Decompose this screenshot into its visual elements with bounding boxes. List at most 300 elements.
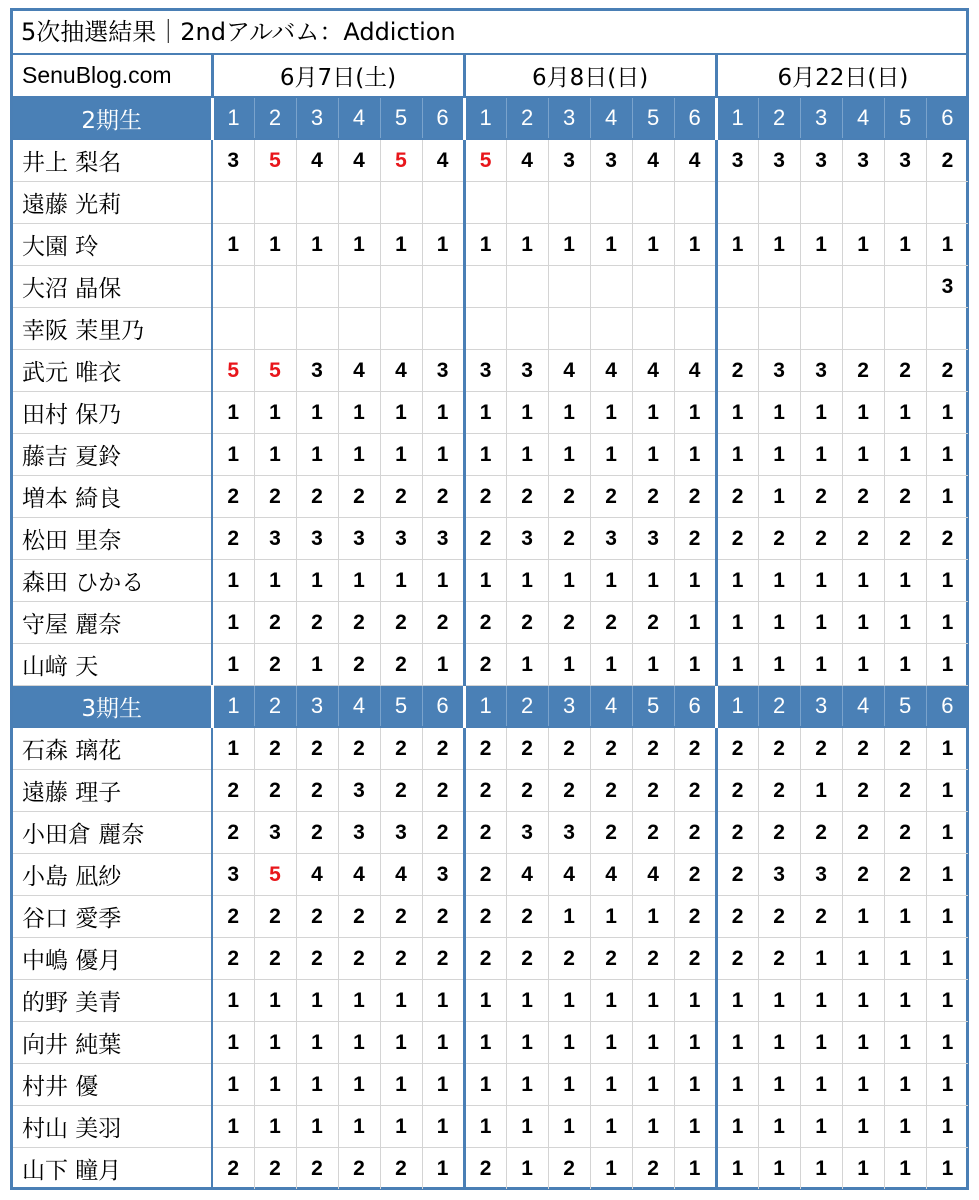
slot-number: 5 (632, 97, 674, 139)
result-cell: 3 (506, 518, 548, 560)
slot-number: 1 (464, 97, 506, 139)
result-cell: 1 (212, 1022, 254, 1064)
result-cell: 1 (716, 602, 758, 644)
result-cell: 1 (926, 560, 968, 602)
result-cell: 3 (590, 518, 632, 560)
result-cell: 3 (422, 350, 464, 392)
result-cell: 1 (842, 602, 884, 644)
result-cell: 1 (926, 938, 968, 980)
result-cell (674, 266, 716, 308)
result-cell (464, 266, 506, 308)
result-cell: 1 (380, 1064, 422, 1106)
member-row (13, 350, 968, 392)
result-cell: 1 (800, 392, 842, 434)
result-cell (800, 308, 842, 350)
result-cell: 2 (590, 938, 632, 980)
result-cell: 1 (464, 560, 506, 602)
result-cell: 3 (758, 139, 800, 182)
result-cell: 4 (506, 854, 548, 896)
result-cell: 1 (296, 560, 338, 602)
member-name: 山﨑 天 (13, 644, 212, 686)
result-cell: 1 (926, 854, 968, 896)
result-cell: 1 (464, 392, 506, 434)
result-cell: 4 (590, 350, 632, 392)
result-cell: 1 (212, 602, 254, 644)
result-cell: 1 (842, 434, 884, 476)
result-cell: 1 (422, 1064, 464, 1106)
result-cell (632, 308, 674, 350)
slot-number: 1 (212, 97, 254, 139)
member-row (13, 1148, 968, 1190)
result-cell: 2 (884, 854, 926, 896)
member-name: 森田 ひかる (13, 560, 212, 602)
result-cell: 1 (590, 224, 632, 266)
result-cell: 4 (296, 139, 338, 182)
result-cell (758, 182, 800, 224)
result-cell: 2 (212, 1148, 254, 1190)
result-cell: 5 (212, 350, 254, 392)
result-cell: 3 (758, 854, 800, 896)
result-cell: 1 (212, 727, 254, 770)
result-cell (884, 266, 926, 308)
result-cell (296, 182, 338, 224)
result-cell: 4 (338, 139, 380, 182)
result-cell: 2 (716, 350, 758, 392)
result-cell: 1 (464, 1064, 506, 1106)
result-cell: 1 (380, 560, 422, 602)
result-cell (212, 266, 254, 308)
result-cell: 1 (506, 1064, 548, 1106)
result-cell: 1 (506, 1106, 548, 1148)
result-cell: 2 (380, 602, 422, 644)
result-cell (842, 308, 884, 350)
result-cell: 2 (380, 896, 422, 938)
result-cell: 1 (632, 980, 674, 1022)
result-cell (716, 308, 758, 350)
result-cell: 2 (548, 727, 590, 770)
result-cell: 2 (548, 476, 590, 518)
result-cell (296, 308, 338, 350)
result-cell: 1 (716, 1022, 758, 1064)
result-cell: 1 (590, 434, 632, 476)
slot-number: 4 (590, 686, 632, 728)
result-cell (254, 182, 296, 224)
result-cell: 1 (464, 1022, 506, 1064)
result-cell: 1 (548, 980, 590, 1022)
result-cell: 1 (506, 224, 548, 266)
result-cell: 2 (296, 727, 338, 770)
result-cell: 1 (590, 896, 632, 938)
member-name: 村山 美羽 (13, 1106, 212, 1148)
result-cell: 2 (422, 938, 464, 980)
result-cell: 2 (506, 938, 548, 980)
result-cell: 1 (506, 980, 548, 1022)
result-cell: 1 (632, 434, 674, 476)
result-cell: 1 (338, 392, 380, 434)
result-cell: 1 (254, 980, 296, 1022)
result-cell: 1 (590, 980, 632, 1022)
result-cell: 2 (758, 812, 800, 854)
result-cell: 1 (926, 770, 968, 812)
result-cell: 2 (338, 727, 380, 770)
result-cell: 1 (422, 224, 464, 266)
result-cell: 1 (716, 392, 758, 434)
result-cell: 2 (842, 854, 884, 896)
result-cell: 4 (338, 350, 380, 392)
result-cell: 3 (338, 770, 380, 812)
date-header: 6月7日(土) (212, 55, 464, 97)
slot-number: 6 (926, 686, 968, 728)
result-cell: 1 (338, 1022, 380, 1064)
result-cell: 4 (506, 139, 548, 182)
result-cell: 1 (716, 980, 758, 1022)
slot-number: 5 (884, 686, 926, 728)
result-cell (590, 266, 632, 308)
result-cell: 1 (422, 1148, 464, 1190)
result-cell: 1 (884, 602, 926, 644)
member-row (13, 560, 968, 602)
result-cell: 2 (422, 770, 464, 812)
result-cell: 4 (338, 854, 380, 896)
result-cell: 3 (800, 350, 842, 392)
result-cell: 1 (758, 644, 800, 686)
result-cell: 2 (800, 518, 842, 560)
result-cell: 3 (842, 139, 884, 182)
result-cell: 1 (506, 1022, 548, 1064)
result-cell (338, 182, 380, 224)
result-cell: 3 (338, 518, 380, 560)
result-cell: 2 (716, 727, 758, 770)
result-cell: 3 (338, 812, 380, 854)
result-cell: 2 (716, 896, 758, 938)
result-cell: 2 (506, 602, 548, 644)
slot-number: 6 (422, 97, 464, 139)
result-cell: 1 (338, 434, 380, 476)
result-cell: 2 (380, 1148, 422, 1190)
result-cell: 4 (632, 854, 674, 896)
result-cell: 2 (590, 602, 632, 644)
result-cell: 1 (212, 392, 254, 434)
result-cell (800, 182, 842, 224)
result-cell (590, 308, 632, 350)
slot-number: 6 (674, 686, 716, 728)
member-row (13, 1022, 968, 1064)
result-cell: 2 (380, 476, 422, 518)
result-cell: 1 (800, 1064, 842, 1106)
result-cell: 2 (674, 938, 716, 980)
result-cell: 1 (590, 644, 632, 686)
member-name: 松田 里奈 (13, 518, 212, 560)
result-cell: 1 (632, 1106, 674, 1148)
result-cell: 1 (212, 980, 254, 1022)
result-cell (338, 266, 380, 308)
result-cell: 1 (464, 224, 506, 266)
member-row (13, 938, 968, 980)
result-cell (506, 182, 548, 224)
slot-number: 5 (380, 686, 422, 728)
result-cell: 1 (716, 1148, 758, 1190)
result-cell: 1 (800, 1106, 842, 1148)
lottery-results-sheet (10, 8, 969, 1190)
result-cell: 1 (758, 1148, 800, 1190)
result-cell: 1 (716, 224, 758, 266)
result-cell: 1 (758, 1064, 800, 1106)
result-cell (926, 182, 968, 224)
result-cell: 3 (716, 139, 758, 182)
result-cell (548, 266, 590, 308)
result-cell: 2 (506, 476, 548, 518)
result-cell: 2 (842, 727, 884, 770)
result-cell: 2 (548, 1148, 590, 1190)
result-cell: 4 (422, 139, 464, 182)
group-label: 3期生 (13, 686, 212, 728)
member-name: 大園 玲 (13, 224, 212, 266)
result-cell: 1 (632, 1064, 674, 1106)
result-cell: 2 (926, 350, 968, 392)
result-cell: 1 (674, 1064, 716, 1106)
result-cell (380, 182, 422, 224)
result-cell: 3 (590, 139, 632, 182)
member-name: 遠藤 理子 (13, 770, 212, 812)
result-cell: 2 (842, 812, 884, 854)
result-cell (548, 182, 590, 224)
result-cell: 1 (422, 392, 464, 434)
result-cell: 2 (464, 1148, 506, 1190)
result-cell: 2 (926, 518, 968, 560)
result-cell: 1 (758, 1022, 800, 1064)
result-cell: 1 (842, 1022, 884, 1064)
result-cell: 3 (632, 518, 674, 560)
member-name: 田村 保乃 (13, 392, 212, 434)
member-name: 山下 瞳月 (13, 1148, 212, 1190)
result-cell: 4 (548, 854, 590, 896)
result-cell: 2 (380, 727, 422, 770)
result-cell: 2 (212, 518, 254, 560)
result-cell: 2 (674, 854, 716, 896)
result-cell: 2 (632, 938, 674, 980)
result-cell: 2 (464, 476, 506, 518)
slot-number: 3 (548, 97, 590, 139)
result-cell: 1 (254, 560, 296, 602)
result-cell: 2 (254, 602, 296, 644)
date-header-row (13, 55, 968, 97)
result-cell: 1 (464, 980, 506, 1022)
result-cell: 1 (716, 1106, 758, 1148)
date-header: 6月8日(日) (464, 55, 716, 97)
result-cell (380, 308, 422, 350)
result-cell (884, 182, 926, 224)
result-cell: 2 (464, 644, 506, 686)
result-cell: 1 (380, 1022, 422, 1064)
result-cell: 1 (842, 1064, 884, 1106)
slot-number: 6 (422, 686, 464, 728)
result-cell: 2 (758, 770, 800, 812)
slot-number: 2 (758, 686, 800, 728)
member-row (13, 224, 968, 266)
result-cell: 3 (758, 350, 800, 392)
result-cell: 4 (380, 854, 422, 896)
result-cell: 2 (716, 770, 758, 812)
result-cell: 1 (884, 1106, 926, 1148)
result-cell: 1 (590, 1064, 632, 1106)
result-cell: 1 (884, 1148, 926, 1190)
member-name: 村井 優 (13, 1064, 212, 1106)
result-cell (212, 308, 254, 350)
result-cell: 1 (884, 644, 926, 686)
result-cell: 2 (212, 476, 254, 518)
result-cell: 2 (548, 770, 590, 812)
result-cell: 5 (254, 350, 296, 392)
member-row (13, 392, 968, 434)
result-cell: 4 (674, 350, 716, 392)
member-row (13, 266, 968, 308)
member-row (13, 812, 968, 854)
result-cell: 1 (296, 1022, 338, 1064)
slot-number: 6 (926, 97, 968, 139)
result-cell: 1 (380, 980, 422, 1022)
slot-number: 1 (464, 686, 506, 728)
member-name: 的野 美青 (13, 980, 212, 1022)
source-label: SenuBlog.com (13, 55, 212, 97)
result-cell: 1 (926, 224, 968, 266)
result-cell: 1 (758, 980, 800, 1022)
result-cell: 1 (548, 644, 590, 686)
result-cell: 2 (296, 476, 338, 518)
result-cell: 1 (254, 392, 296, 434)
result-cell: 4 (296, 854, 338, 896)
result-cell: 2 (674, 896, 716, 938)
result-cell: 1 (212, 224, 254, 266)
result-cell: 2 (590, 476, 632, 518)
slot-number: 2 (506, 97, 548, 139)
result-cell: 1 (926, 812, 968, 854)
result-cell: 2 (590, 812, 632, 854)
result-cell: 2 (380, 644, 422, 686)
result-cell (506, 308, 548, 350)
result-cell: 1 (674, 224, 716, 266)
result-cell: 1 (506, 560, 548, 602)
member-name: 中嶋 優月 (13, 938, 212, 980)
result-cell: 4 (548, 350, 590, 392)
result-cell: 1 (758, 560, 800, 602)
result-cell (422, 182, 464, 224)
result-cell: 1 (338, 1064, 380, 1106)
result-cell: 3 (254, 812, 296, 854)
result-cell: 1 (506, 392, 548, 434)
member-name: 大沼 晶保 (13, 266, 212, 308)
member-row (13, 434, 968, 476)
result-cell: 1 (506, 644, 548, 686)
result-cell: 1 (674, 602, 716, 644)
result-cell: 1 (338, 1106, 380, 1148)
result-cell: 2 (464, 812, 506, 854)
result-cell: 1 (674, 392, 716, 434)
member-row (13, 770, 968, 812)
member-row (13, 980, 968, 1022)
result-cell: 2 (422, 602, 464, 644)
result-cell: 2 (338, 476, 380, 518)
result-cell: 2 (422, 476, 464, 518)
slot-number: 3 (800, 686, 842, 728)
result-cell: 2 (506, 727, 548, 770)
result-cell: 1 (758, 434, 800, 476)
slot-number: 4 (842, 97, 884, 139)
result-cell: 1 (338, 560, 380, 602)
result-cell: 1 (926, 476, 968, 518)
result-cell: 2 (422, 812, 464, 854)
slot-number: 5 (632, 686, 674, 728)
result-cell: 1 (590, 1106, 632, 1148)
result-cell: 1 (296, 1106, 338, 1148)
slot-number: 4 (590, 97, 632, 139)
result-cell (380, 266, 422, 308)
result-cell: 2 (254, 644, 296, 686)
result-cell (632, 182, 674, 224)
result-cell: 2 (464, 770, 506, 812)
result-cell: 1 (548, 392, 590, 434)
result-cell: 1 (800, 1022, 842, 1064)
result-cell: 1 (674, 644, 716, 686)
result-cell: 2 (338, 644, 380, 686)
result-cell: 1 (842, 224, 884, 266)
result-cell: 1 (842, 1148, 884, 1190)
result-cell: 3 (212, 139, 254, 182)
result-cell: 1 (716, 434, 758, 476)
result-cell: 1 (212, 644, 254, 686)
result-cell: 2 (632, 1148, 674, 1190)
result-cell: 2 (716, 854, 758, 896)
result-cell: 1 (800, 1148, 842, 1190)
result-cell: 1 (884, 224, 926, 266)
result-cell: 1 (842, 980, 884, 1022)
results-table (13, 55, 968, 1189)
result-cell: 1 (674, 1106, 716, 1148)
result-cell: 1 (548, 560, 590, 602)
result-cell: 2 (674, 812, 716, 854)
result-cell (884, 308, 926, 350)
result-cell: 2 (464, 518, 506, 560)
result-cell: 1 (212, 1064, 254, 1106)
result-cell: 5 (380, 139, 422, 182)
member-name: 小田倉 麗奈 (13, 812, 212, 854)
result-cell: 2 (632, 812, 674, 854)
result-cell: 2 (674, 518, 716, 560)
slot-number: 2 (254, 686, 296, 728)
result-cell: 4 (590, 854, 632, 896)
result-cell: 1 (800, 644, 842, 686)
result-cell: 1 (800, 770, 842, 812)
result-cell: 1 (422, 1022, 464, 1064)
result-cell: 1 (422, 434, 464, 476)
result-cell: 1 (800, 560, 842, 602)
result-cell: 2 (758, 518, 800, 560)
member-row (13, 518, 968, 560)
result-cell: 1 (758, 602, 800, 644)
slot-number: 3 (296, 686, 338, 728)
result-cell: 2 (716, 476, 758, 518)
result-cell (674, 308, 716, 350)
result-cell (422, 308, 464, 350)
result-cell: 1 (926, 602, 968, 644)
result-cell: 2 (800, 896, 842, 938)
member-row (13, 476, 968, 518)
result-cell: 1 (590, 392, 632, 434)
group-header-row (13, 686, 968, 728)
result-cell: 1 (941, 1156, 954, 1180)
slot-number: 5 (380, 97, 422, 139)
slot-number: 3 (296, 97, 338, 139)
result-cell: 2 (548, 518, 590, 560)
